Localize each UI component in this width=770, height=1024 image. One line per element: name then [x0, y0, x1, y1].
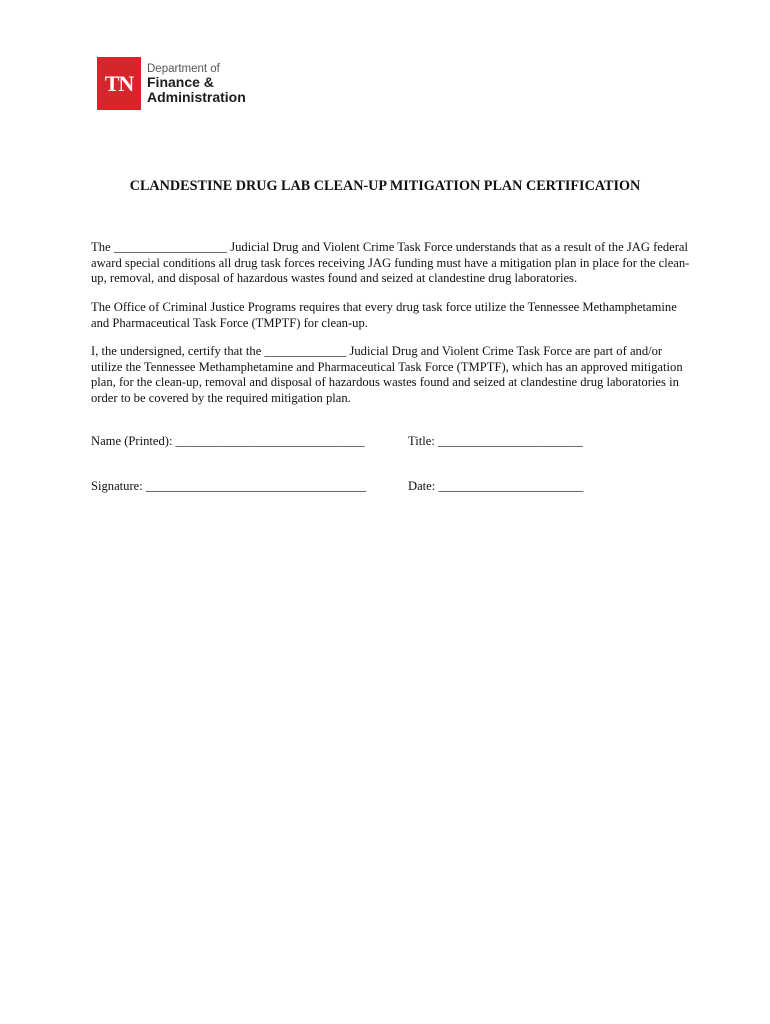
paragraph-certification: I, the undersigned, certify that the _____________ Judicial Drug and Violent Crime Task Force are part of and/or utilize the Tennessee Methamphetamine and Pharmaceutical Task Force (TMPTF), which has an approved mitigation plan, for the clean-up, removal and disposal of hazardous wastes found and seized at clandestine drug laboratories in order to be covered by the required mitigation plan. [91, 344, 683, 405]
title-field: Title: _______________________ [408, 434, 583, 448]
paragraph-ocjp-requirement: The Office of Criminal Justice Programs requires that every drug task force utilize the Tennessee Methamphetamine and Pharmaceutical Task Force (TMPTF) for clean-up. [91, 300, 677, 330]
logo-line-administration: Administration [147, 89, 246, 106]
logo-line-department: Department of [147, 63, 220, 76]
document-title: CLANDESTINE DRUG LAB CLEAN-UP MITIGATION PLAN CERTIFICATION [129, 178, 641, 194]
paragraph-task-force-understanding: The __________________ Judicial Drug and Violent Crime Task Force understands that as a result of the JAG federal award special conditions all drug task forces receiving JAG funding must have a mitigation plan in place for the clean-up, removal, and disposal of hazardous wastes found and seized at clandestine drug laboratories. [91, 240, 690, 286]
date-field: Date: _______________________ [408, 479, 584, 493]
tn-badge: TN [97, 57, 141, 110]
logo-line-finance: Finance & [147, 74, 214, 91]
name-printed-field: Name (Printed): ______________________________ [91, 434, 365, 448]
logo-text [147, 57, 246, 111]
signature-field: Signature: ___________________________________ [91, 479, 367, 493]
agency-logo [97, 57, 246, 111]
